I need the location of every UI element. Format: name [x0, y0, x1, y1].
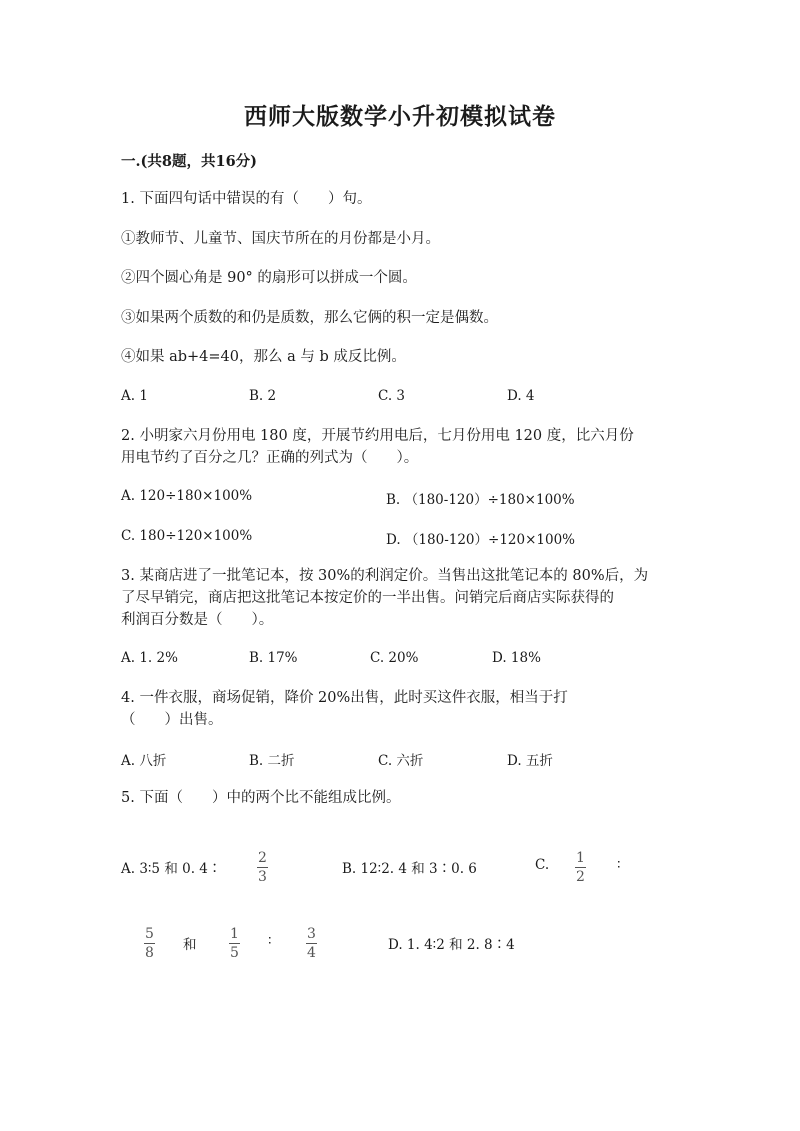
- fraction-bar: [229, 943, 240, 944]
- section-header: 一.(共8题，共16分): [121, 153, 258, 170]
- question-3-option-d[interactable]: D. 18%: [492, 650, 541, 666]
- fraction-numerator: 3: [307, 926, 316, 942]
- fraction-one-half: [575, 850, 586, 885]
- question-1-option-b[interactable]: B. 2: [249, 388, 277, 404]
- fraction-numerator: 1: [230, 926, 239, 942]
- question-2-option-a[interactable]: A. 120÷180×100%: [121, 488, 253, 504]
- fraction-three-fourths: [306, 926, 317, 961]
- question-5-option-b[interactable]: B. 12∶2. 4 和 3∶0. 6: [342, 861, 477, 877]
- fraction-denominator: 2: [576, 869, 585, 885]
- question-4-option-b[interactable]: B. 二折: [249, 753, 295, 769]
- question-3-option-b[interactable]: B. 17%: [249, 650, 298, 666]
- fraction-bar: [257, 867, 268, 868]
- fraction-one-fifth: [229, 926, 240, 961]
- fraction-numerator: 1: [576, 850, 585, 866]
- question-1-statement-1: ①教师节、儿童节、国庆节所在的月份都是小月。: [121, 231, 440, 247]
- question-2-option-c[interactable]: C. 180÷120×100%: [121, 528, 253, 544]
- question-1-option-c[interactable]: C. 3: [378, 388, 406, 404]
- question-1-option-a[interactable]: A. 1: [121, 388, 148, 404]
- question-3-stem-line-2: 了尽早销完，商店把这批笔记本按定价的一半出售。问销完后商店实际获得的: [121, 590, 614, 606]
- fraction-two-thirds: [257, 850, 268, 885]
- fraction-denominator: 8: [145, 945, 154, 961]
- fraction-bar: [144, 943, 155, 944]
- ratio-colon: ∶: [617, 857, 621, 873]
- fraction-denominator: 5: [230, 945, 239, 961]
- conjunction-and: 和: [183, 937, 197, 953]
- ratio-colon: ∶: [268, 933, 272, 949]
- question-1-stem: 1. 下面四句话中错误的有（ ）句。: [121, 191, 372, 207]
- question-2-option-d[interactable]: D. （180-120）÷120×100%: [386, 532, 576, 548]
- page-title: 西师大版数学小升初模拟试卷: [244, 103, 556, 130]
- question-4-option-c[interactable]: C. 六折: [378, 753, 424, 769]
- fraction-denominator: 4: [307, 945, 316, 961]
- question-4-option-d[interactable]: D. 五折: [507, 753, 553, 769]
- question-4-option-a[interactable]: A. 八折: [121, 753, 167, 769]
- fraction-bar: [306, 943, 317, 944]
- fraction-bar: [575, 867, 586, 868]
- question-3-option-c[interactable]: C. 20%: [370, 650, 419, 666]
- fraction-five-eighths: [144, 926, 155, 961]
- question-5-option-d[interactable]: D. 1. 4∶2 和 2. 8∶4: [388, 937, 515, 953]
- question-4-stem-line-2: （ ）出售。: [121, 712, 223, 728]
- question-1-option-d[interactable]: D. 4: [507, 388, 535, 404]
- fraction-numerator: 5: [145, 926, 154, 942]
- question-3-stem-line-3: 利润百分数是（ ）。: [121, 612, 274, 628]
- question-2-stem-line-1: 2. 小明家六月份用电 180 度，开展节约用电后，七月份用电 120 度，比六月份: [121, 428, 634, 444]
- question-5-option-c[interactable]: C.: [535, 857, 550, 873]
- question-1-statement-3: ③如果两个质数的和仍是质数，那么它俩的积一定是偶数。: [121, 310, 498, 326]
- question-5-stem: 5. 下面（ ）中的两个比不能组成比例。: [121, 790, 401, 806]
- question-1-statement-2: ②四个圆心角是 90° 的扇形可以拼成一个圆。: [121, 270, 417, 286]
- question-3-option-a[interactable]: A. 1. 2%: [121, 650, 178, 666]
- question-4-stem-line-1: 4. 一件衣服，商场促销，降价 20%出售，此时买这件衣服，相当于打: [121, 690, 568, 706]
- fraction-numerator: 2: [258, 850, 267, 866]
- question-1-statement-4: ④如果 ab+4=40，那么 a 与 b 成反比例。: [121, 349, 406, 365]
- question-2-stem-line-2: 用电节约了百分之几？正确的列式为（ ）。: [121, 450, 419, 466]
- fraction-denominator: 3: [258, 869, 267, 885]
- question-3-stem-line-1: 3. 某商店进了一批笔记本，按 30%的利润定价。当售出这批笔记本的 80%后，为: [121, 568, 649, 584]
- question-5-option-a[interactable]: A. 3∶5 和 0. 4∶: [121, 861, 222, 877]
- question-2-option-b[interactable]: B. （180-120）÷180×100%: [386, 492, 575, 508]
